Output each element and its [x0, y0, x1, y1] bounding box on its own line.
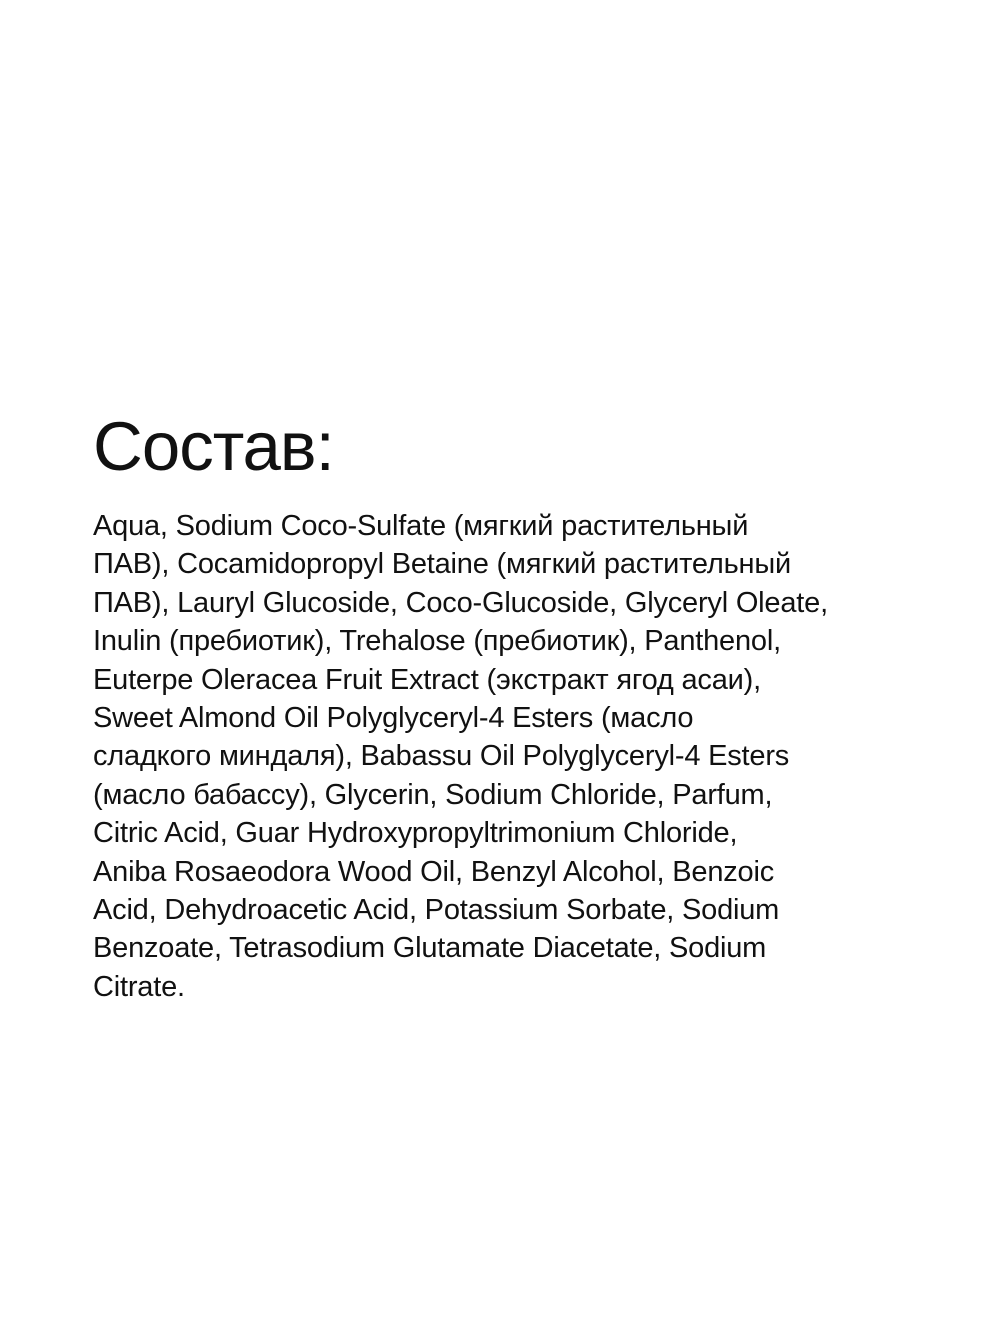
ingredients-line: (масло бабассу), Glycerin, Sodium Chloride, Parfum, — [93, 778, 773, 811]
ingredients-line: Inulin (пребиотик), Trehalose (пребиотик), Panthenol, — [93, 625, 781, 658]
ingredients-line: Citrate. — [93, 970, 185, 1003]
ingredients-line: Euterpe Oleracea Fruit Extract (экстракт ягод асаи), — [93, 663, 761, 696]
ingredients-text — [93, 507, 933, 1006]
ingredients-line: Acid, Dehydroacetic Acid, Potassium Sorbate, Sodium — [93, 894, 780, 927]
ingredients-line: Aniba Rosaeodora Wood Oil, Benzyl Alcohol, Benzoic — [93, 855, 775, 888]
ingredients-line: Sweet Almond Oil Polyglyceryl-4 Esters (масло — [93, 702, 694, 735]
ingredients-line: ПАВ), Cocamidopropyl Betaine (мягкий растительный — [93, 548, 791, 581]
page-title: Состав: — [93, 408, 334, 485]
ingredients-section — [93, 408, 933, 1006]
ingredients-line: сладкого миндаля), Babassu Oil Polyglyceryl-4 Esters — [93, 740, 790, 773]
ingredients-line: ПАВ), Lauryl Glucoside, Coco-Glucoside, Glyceryl Oleate, — [93, 586, 828, 619]
ingredients-line: Aqua, Sodium Coco-Sulfate (мягкий растительный — [93, 510, 749, 542]
ingredients-line: Benzoate, Tetrasodium Glutamate Diacetate, Sodium — [93, 932, 767, 965]
ingredients-line: Citric Acid, Guar Hydroxypropyltrimonium Chloride, — [93, 817, 738, 850]
